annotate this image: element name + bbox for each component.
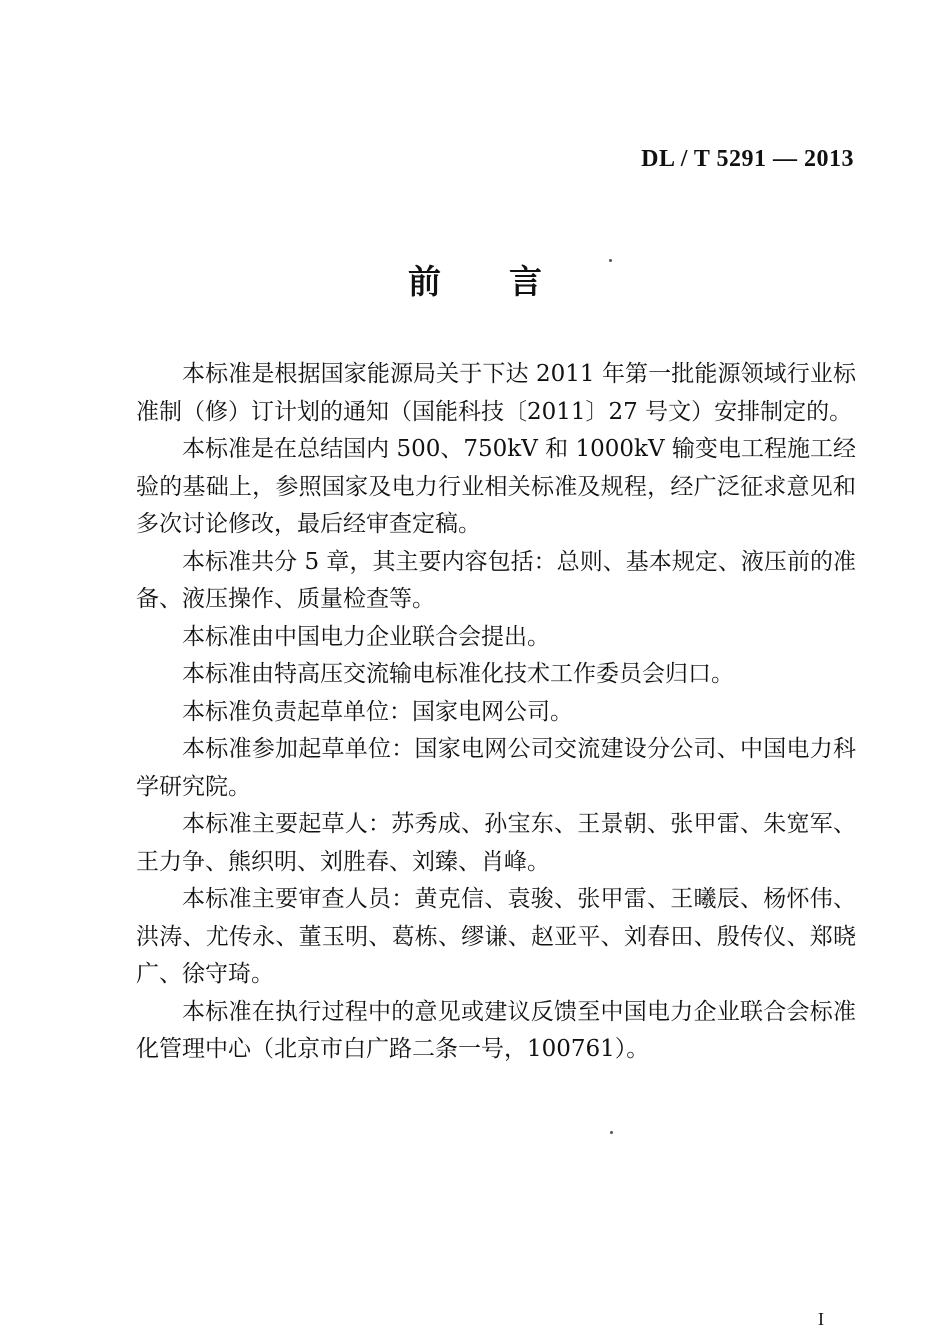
paragraph-4: 本标准由中国电力企业联合会提出。 (182, 623, 550, 650)
standard-code: DL / T 5291 — 2013 (641, 146, 854, 172)
paragraph-2: 本标准是在总结国内 500、750kV 和 1000kV 输变电工程施工经验的基础上，参照国家及电力行业相关标准及规程，经广泛征求意见和多次讨论修改，最后经审查定稿。 (136, 436, 856, 537)
paragraph-9: 本标准主要审查人员：黄克信、袁骏、张甲雷、王曦辰、杨怀伟、洪涛、尤传永、董玉明、葛栋、缪谦、赵亚平、刘春田、殷传仪、郑晓广、徐守琦。 (136, 886, 856, 987)
page-title: 前言 (408, 262, 610, 301)
page-number: I (818, 1309, 824, 1329)
paragraph-3: 本标准共分 5 章，其主要内容包括：总则、基本规定、液压前的准备、液压操作、质量检查等。 (136, 548, 856, 612)
scan-speck (609, 259, 612, 262)
paragraph-8: 本标准主要起草人：苏秀成、孙宝东、王景朝、张甲雷、朱宽军、王力争、熊织明、刘胜春、刘臻、肖峰。 (136, 811, 856, 875)
paragraph-6: 本标准负责起草单位：国家电网公司。 (182, 698, 573, 725)
paragraph-5: 本标准由特高压交流输电标准化技术工作委员会归口。 (182, 661, 734, 687)
scan-speck (610, 1131, 613, 1134)
paragraph-10: 本标准在执行过程中的意见或建议反馈至中国电力企业联合会标准化管理中心（北京市白广路二条一号，100761）。 (136, 998, 856, 1062)
paragraph-1: 本标准是根据国家能源局关于下达 2011 年第一批能源领域行业标准制（修）订计划的通知（国能科技〔2011〕27 号文）安排制定的。 (136, 361, 856, 425)
paragraph-7: 本标准参加起草单位：国家电网公司交流建设分公司、中国电力科学研究院。 (136, 736, 856, 800)
preface-body (136, 356, 856, 1069)
